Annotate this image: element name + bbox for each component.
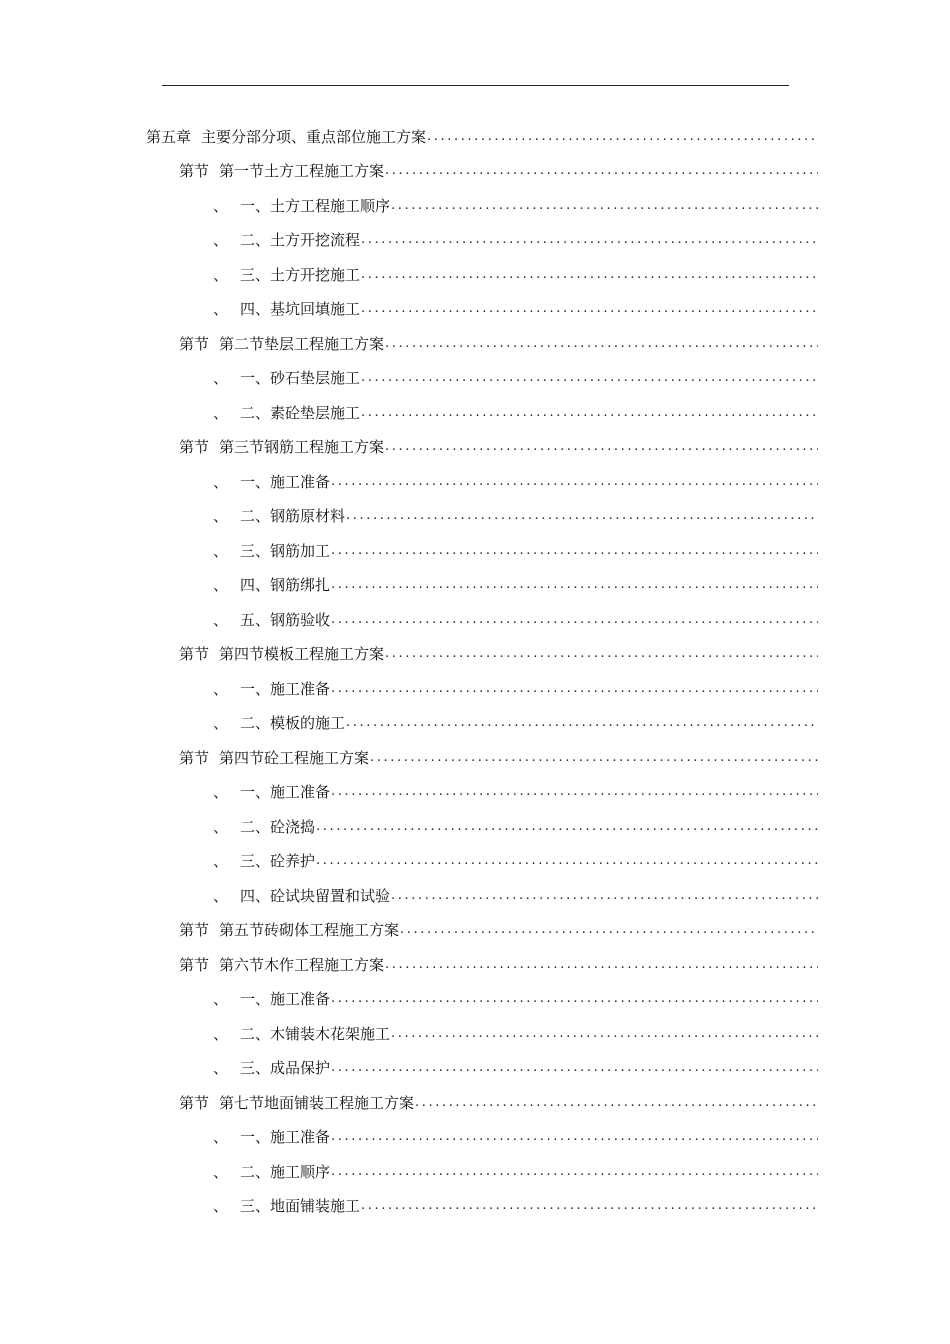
toc-entry-content	[179, 954, 818, 975]
toc-entry-prefix: 、	[213, 1059, 229, 1078]
toc-entry-prefix: 、	[213, 783, 229, 802]
toc-entry[interactable]	[0, 361, 950, 396]
toc-entry-title: 一、施工准备	[240, 783, 331, 802]
toc-dot-leader	[400, 922, 818, 937]
toc-entry-title: 第七节地面铺装工程施工方案	[219, 1093, 415, 1112]
toc-entry[interactable]	[0, 947, 950, 982]
toc-entry-prefix: 、	[213, 886, 229, 905]
toc-entry[interactable]	[0, 706, 950, 741]
toc-entry[interactable]	[0, 292, 950, 327]
toc-entry-content	[213, 678, 818, 699]
toc-dot-leader	[385, 957, 818, 972]
toc-entry[interactable]	[0, 671, 950, 706]
toc-entry[interactable]	[0, 775, 950, 810]
toc-entry-content	[213, 712, 818, 733]
toc-entry-content	[213, 1126, 818, 1147]
toc-entry-content	[213, 540, 818, 561]
toc-entry-prefix: 、	[213, 541, 229, 560]
toc-entry[interactable]	[0, 602, 950, 637]
toc-entry-prefix: 第节	[179, 645, 210, 664]
toc-entry-title: 一、施工准备	[240, 472, 331, 491]
toc-entry[interactable]	[0, 499, 950, 534]
toc-dot-leader	[346, 715, 818, 730]
toc-dot-leader	[331, 1129, 818, 1144]
toc-dot-leader	[331, 577, 818, 592]
toc-entry-title: 第五节砖砌体工程施工方案	[219, 921, 400, 940]
toc-dot-leader	[361, 1198, 818, 1213]
toc-entry-title: 第四节模板工程施工方案	[219, 645, 385, 664]
toc-dot-leader	[331, 991, 818, 1006]
toc-entry[interactable]	[0, 154, 950, 189]
toc-dot-leader	[346, 508, 818, 523]
toc-entry-prefix: 、	[213, 576, 229, 595]
toc-dot-leader	[427, 129, 818, 144]
toc-entry[interactable]	[0, 809, 950, 844]
toc-entry-title: 第四节砼工程施工方案	[219, 748, 370, 767]
toc-entry-prefix: 、	[213, 300, 229, 319]
toc-entry-title: 三、土方开挖施工	[240, 265, 361, 284]
toc-dot-leader	[361, 267, 818, 282]
toc-entry-content	[213, 850, 818, 871]
toc-entry-title: 二、模板的施工	[240, 714, 346, 733]
toc-entry-content	[213, 505, 818, 526]
toc-entry[interactable]	[0, 1085, 950, 1120]
toc-entry-title: 二、施工顺序	[240, 1162, 331, 1181]
toc-entry[interactable]	[0, 982, 950, 1017]
toc-dot-leader	[331, 1060, 818, 1075]
toc-entry-content	[213, 885, 818, 906]
toc-entry-content	[179, 919, 818, 940]
toc-entry-prefix: 第节	[179, 334, 210, 353]
toc-entry-prefix: 、	[213, 231, 229, 250]
toc-entry-title: 主要分部分项、重点部位施工方案	[201, 127, 427, 146]
toc-entry-title: 二、土方开挖流程	[240, 231, 361, 250]
toc-entry-prefix: 、	[213, 1128, 229, 1147]
toc-entry-prefix: 、	[213, 852, 229, 871]
toc-entry-title: 五、钢筋验收	[240, 610, 331, 629]
toc-entry-prefix: 、	[213, 990, 229, 1009]
toc-entry[interactable]	[0, 257, 950, 292]
toc-entry[interactable]	[0, 533, 950, 568]
toc-entry-title: 二、砼浇捣	[240, 817, 316, 836]
toc-entry-title: 三、地面铺装施工	[240, 1197, 361, 1216]
toc-entry[interactable]	[0, 119, 950, 154]
toc-entry-content	[179, 436, 818, 457]
toc-entry-content	[213, 1057, 818, 1078]
toc-entry[interactable]	[0, 1051, 950, 1086]
toc-dot-leader	[316, 853, 818, 868]
toc-entry-prefix: 第五章	[146, 127, 192, 146]
toc-entry-content	[213, 367, 818, 388]
toc-entry-title: 四、钢筋绑扎	[240, 576, 331, 595]
toc-dot-leader	[331, 681, 818, 696]
toc-entry-prefix: 、	[213, 610, 229, 629]
toc-entry-prefix: 、	[213, 817, 229, 836]
toc-entry[interactable]	[0, 1120, 950, 1155]
toc-dot-leader	[415, 1095, 818, 1110]
toc-entry-prefix: 第节	[179, 1093, 210, 1112]
toc-entry-content	[179, 333, 818, 354]
toc-entry-content	[213, 1023, 818, 1044]
toc-entry-title: 三、钢筋加工	[240, 541, 331, 560]
toc-entry-content	[213, 195, 818, 216]
toc-entry[interactable]	[0, 1016, 950, 1051]
toc-entry[interactable]	[0, 430, 950, 465]
toc-entry-title: 二、木铺装木花架施工	[240, 1024, 391, 1043]
toc-entry-title: 三、成品保护	[240, 1059, 331, 1078]
toc-entry-content	[213, 1195, 818, 1216]
toc-dot-leader	[385, 439, 818, 454]
toc-dot-leader	[385, 646, 818, 661]
toc-entry[interactable]	[0, 188, 950, 223]
toc-entry-content	[213, 402, 818, 423]
toc-dot-leader	[385, 163, 818, 178]
toc-entry-prefix: 、	[213, 1197, 229, 1216]
toc-dot-leader	[361, 370, 818, 385]
toc-entry[interactable]	[0, 1154, 950, 1189]
toc-entry-prefix: 、	[213, 196, 229, 215]
toc-entry-content	[213, 781, 818, 802]
toc-dot-leader	[331, 1164, 818, 1179]
toc-entry-content	[213, 988, 818, 1009]
toc-entry-content	[179, 160, 818, 181]
toc-entry-title: 四、基坑回填施工	[240, 300, 361, 319]
toc-entry-prefix: 第节	[179, 921, 210, 940]
toc-entry[interactable]	[0, 844, 950, 879]
toc-entry-title: 二、钢筋原材料	[240, 507, 346, 526]
toc-entry-content	[213, 1161, 818, 1182]
header-rule	[162, 85, 789, 86]
toc-entry-prefix: 第节	[179, 162, 210, 181]
toc-entry-prefix: 、	[213, 1162, 229, 1181]
toc-entry[interactable]	[0, 878, 950, 913]
toc-dot-leader	[370, 750, 818, 765]
toc-dot-leader	[361, 301, 818, 316]
toc-entry-prefix: 、	[213, 369, 229, 388]
toc-dot-leader	[391, 198, 818, 213]
toc-entry[interactable]	[0, 740, 950, 775]
toc-entry-content	[213, 229, 818, 250]
toc-entry-title: 二、素砼垫层施工	[240, 403, 361, 422]
toc-entry-content	[213, 574, 818, 595]
toc-entry-title: 一、施工准备	[240, 679, 331, 698]
toc-entry-content	[213, 609, 818, 630]
toc-entry-prefix: 、	[213, 1024, 229, 1043]
toc-entry[interactable]	[0, 464, 950, 499]
toc-entry-prefix: 、	[213, 403, 229, 422]
toc-entry-prefix: 第节	[179, 748, 210, 767]
toc-dot-leader	[331, 474, 818, 489]
toc-entry-title: 第三节钢筋工程施工方案	[219, 438, 385, 457]
toc-entry-prefix: 、	[213, 714, 229, 733]
table-of-contents	[0, 119, 950, 1223]
toc-entry[interactable]	[0, 913, 950, 948]
toc-entry-prefix: 、	[213, 507, 229, 526]
toc-entry-content	[179, 747, 818, 768]
toc-entry-title: 一、施工准备	[240, 1128, 331, 1147]
toc-entry-title: 一、土方工程施工顺序	[240, 196, 391, 215]
toc-entry-title: 四、砼试块留置和试验	[240, 886, 391, 905]
toc-dot-leader	[331, 543, 818, 558]
toc-entry[interactable]	[0, 637, 950, 672]
toc-entry-content	[146, 126, 818, 147]
toc-dot-leader	[331, 612, 818, 627]
toc-entry-content	[213, 264, 818, 285]
toc-entry[interactable]	[0, 568, 950, 603]
toc-entry-prefix: 第节	[179, 955, 210, 974]
toc-entry[interactable]	[0, 395, 950, 430]
toc-entry-content	[213, 298, 818, 319]
toc-dot-leader	[391, 888, 818, 903]
toc-entry[interactable]	[0, 1189, 950, 1224]
toc-entry-content	[179, 1092, 818, 1113]
toc-entry-content	[213, 816, 818, 837]
toc-entry-title: 第六节木作工程施工方案	[219, 955, 385, 974]
toc-entry[interactable]	[0, 326, 950, 361]
toc-dot-leader	[391, 1026, 818, 1041]
toc-entry-prefix: 、	[213, 472, 229, 491]
toc-entry-prefix: 、	[213, 265, 229, 284]
toc-entry-title: 第一节土方工程施工方案	[219, 162, 385, 181]
toc-entry-content	[213, 471, 818, 492]
toc-entry-title: 三、砼养护	[240, 852, 316, 871]
toc-entry-title: 一、施工准备	[240, 990, 331, 1009]
toc-entry-prefix: 、	[213, 679, 229, 698]
toc-dot-leader	[331, 784, 818, 799]
toc-entry-title: 第二节垫层工程施工方案	[219, 334, 385, 353]
toc-dot-leader	[385, 336, 818, 351]
toc-entry-title: 一、砂石垫层施工	[240, 369, 361, 388]
toc-entry-content	[179, 643, 818, 664]
toc-dot-leader	[316, 819, 818, 834]
toc-dot-leader	[361, 232, 818, 247]
toc-dot-leader	[361, 405, 818, 420]
toc-entry[interactable]	[0, 223, 950, 258]
toc-entry-prefix: 第节	[179, 438, 210, 457]
